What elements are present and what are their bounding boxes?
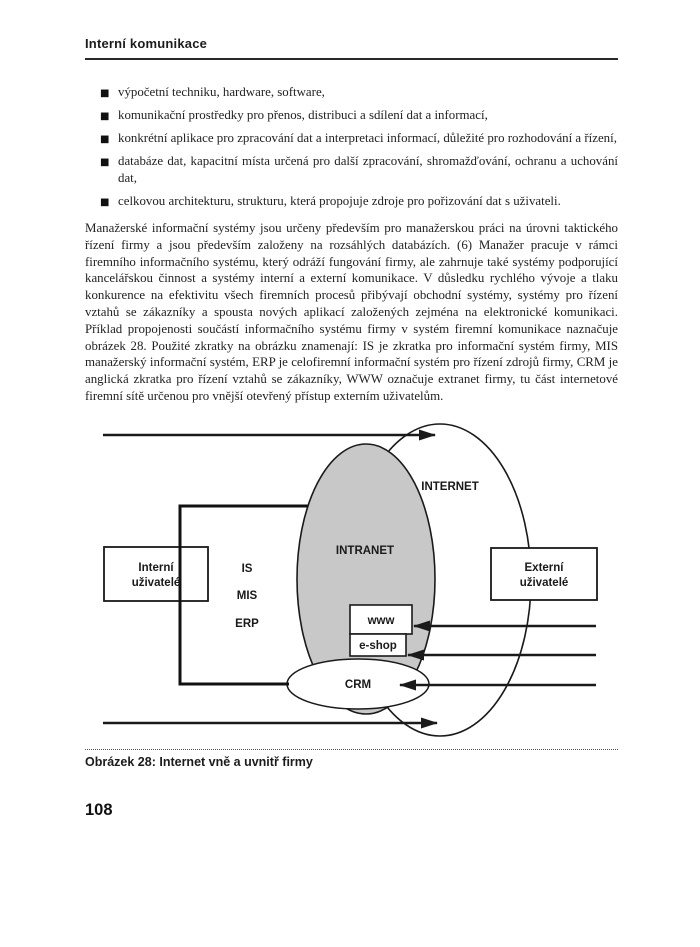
mis-label: MIS (236, 589, 258, 602)
bullet-square-icon: ■ (100, 157, 110, 168)
list-item-text: konkrétní aplikace pro zpracování dat a interpretaci informací, důležité pro rozhodování a řízení, (118, 131, 617, 145)
crm-label: CRM (344, 678, 372, 691)
internal-users-label-line2: uživatelé (131, 576, 181, 589)
external-users-box (491, 548, 597, 600)
header-rule (85, 58, 618, 60)
list-item-text: komunikační prostředky pro přenos, distribuci a sdílení dat a informací, (118, 108, 488, 122)
bullet-square-icon: ■ (100, 197, 110, 208)
external-users-label-line2: uživatelé (519, 576, 569, 589)
running-header: Interní komunikace (85, 36, 208, 51)
eshop-label: e-shop (359, 639, 397, 652)
external-users-label-line1: Externí (524, 561, 564, 574)
list-item-text: databáze dat, kapacitní místa určená pro další zpracování, shromažďování, ochranu a uchování dat, (118, 154, 618, 185)
list-item-text: výpočetní techniku, hardware, software, (118, 85, 325, 99)
bullet-list (85, 84, 618, 210)
figure-28-diagram (85, 409, 618, 749)
bullet-square-icon: ■ (100, 88, 110, 99)
list-item (85, 107, 618, 124)
internet-label: INTERNET (421, 480, 479, 493)
is-label: IS (241, 562, 253, 575)
www-label: www (367, 614, 395, 627)
erp-label: ERP (235, 617, 259, 630)
intranet-label: INTRANET (335, 544, 395, 557)
figure-caption: Obrázek 28: Internet vně a uvnitř firmy (85, 749, 618, 769)
list-item (85, 193, 618, 210)
bullet-square-icon: ■ (100, 134, 110, 145)
list-item (85, 84, 618, 101)
internal-users-box (104, 547, 208, 601)
list-item (85, 153, 618, 187)
list-item-text: celkovou architekturu, strukturu, která propojuje zdroje pro pořizování dat s uživateli. (118, 194, 561, 208)
body-paragraph: Manažerské informační systémy jsou určeny především pro manažerskou práci na úrovni taktického řízení firmy a jsou především založeny na rozsáhlých databázích. (6) Manažer pracuje v rámci firemního informačního systému, který odráží fungování firmy, ale zahrnuje také systémy podporující kancelářskou činnost a systémy interní a externí komunikace. V důsledku rychlého vývoje a tlaku konkurence na efektivitu všech firemních procesů přibývají obchodní systémy, systémy pro řízení vztahů se zákazníky a spousta nových aplikací založených zejména na elektronické komunikaci. Příklad propojenosti součástí informačního systému firmy v systém firemní komunikace naznačuje obrázek 28. Použité zkratky na obrázku znamenají: IS je zkratka pro informační systém firmy, MIS manažerský informační systém, ERP je celofiremní informační systém pro řízení zdrojů firmy, CRM je anglická zkratka pro řízení vztahů se zákazníky, WWW označuje extranet firmy, tu část internetové firemní sítě určenou pro vnější otevřený přístup externím uživatelům. (85, 221, 618, 403)
internal-users-label-line1: Interní (138, 561, 174, 574)
page-number: 108 (85, 800, 113, 819)
list-item (85, 130, 618, 147)
bullet-square-icon: ■ (100, 111, 110, 122)
intranet-internet-diagram (85, 409, 618, 744)
